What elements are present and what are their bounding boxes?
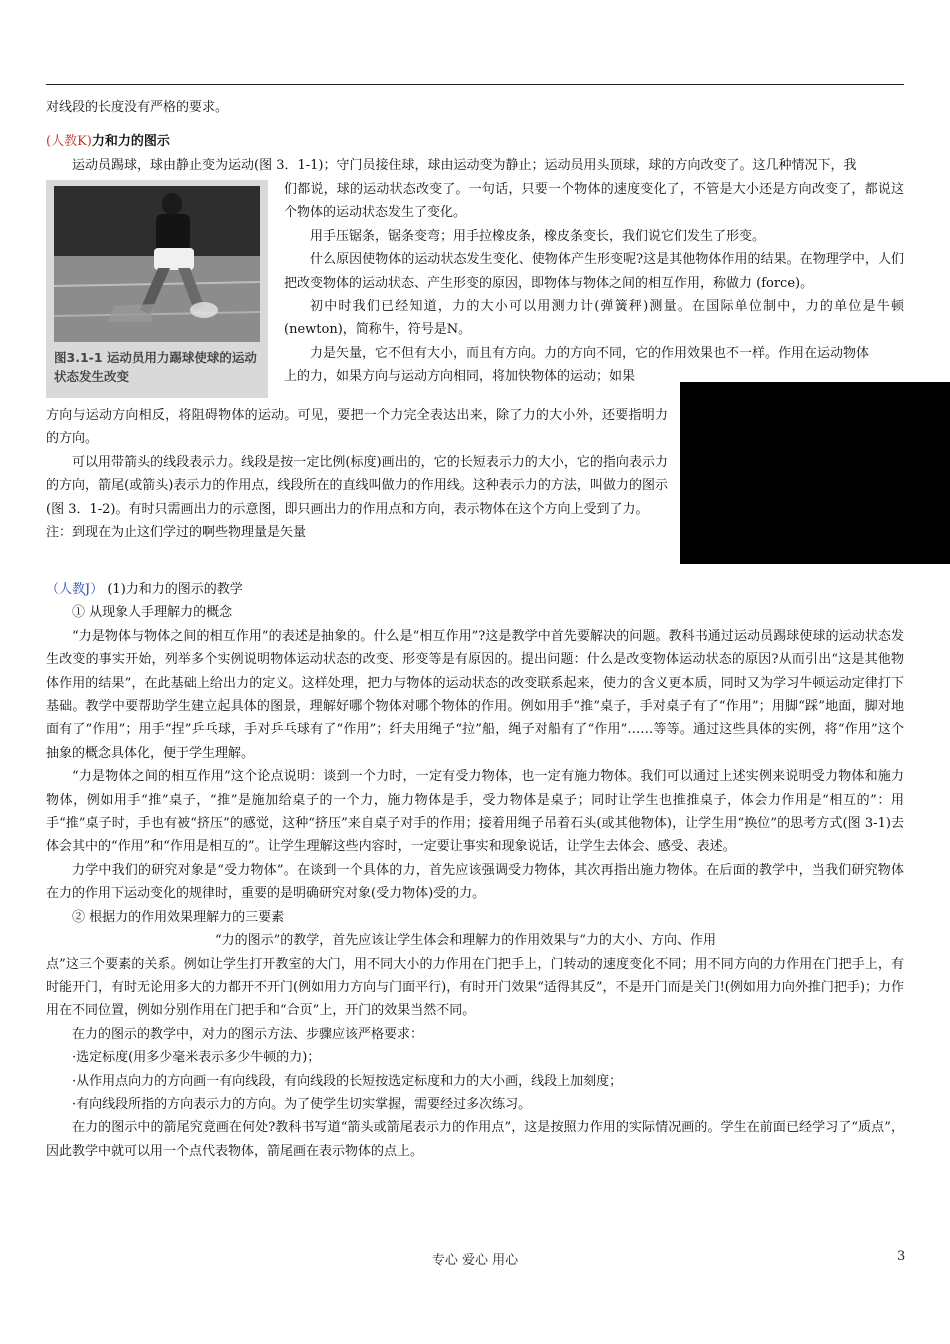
section1-heading	[46, 130, 904, 153]
note-line: 注：到现在为止这们学过的啊些物理量是矢量	[46, 525, 307, 541]
section2-p6: 在力的图示中的箭尾究竟画在何处?教科书写道“箭头或箭尾表示力的作用点”，这是按照力作用的实际情况画的。学生在前面已经学习了“质点”，因此教学中就可以用一个点代表物体，箭尾画在表示物体的点上。	[46, 1120, 904, 1159]
section2-sub2: ② 根据力的作用效果理解力的三要素	[72, 909, 285, 925]
intro-line	[46, 96, 904, 119]
section2-p2: “力是物体之间的相互作用”这个论点说明：谈到一个力时，一定有受力物体，也一定有施力物体。我们可以通过上述实例来说明受力物体和施力物体，例如用手“推”桌子，“推”是施加给桌子的一个力，施力物体是手，受力物体是桌子；同时让学生也推推桌子，体会力作用是“相互的”：用手“推”桌子时，手也有被“挤压”的感觉，这种“挤压”来自桌子对手的作用；接着用绳子吊着石头(或其他物体)，让学生用“换位”的思考方式(图 3-1)去体会其中的“作用”和“作用是相互的”。让学生理解这些内容时，一定要让事实和现象说话，让学生去体会、感受、表述。	[46, 769, 904, 855]
page-number: 3	[897, 1249, 906, 1264]
section1-para5-rest: 方向与运动方向相反，将阻碍物体的运动。可见，要把一个力完全表达出来，除了力的大小外，还要指明力的方向。	[46, 408, 668, 447]
section2	[46, 578, 904, 1163]
header-rule	[46, 84, 904, 85]
section2-bullet-3: ·有向线段所指的方向表示力的方向。为了使学生切实掌握，需要经过多次练习。	[72, 1096, 532, 1112]
section2-p4a: “力的图示”的教学，首先应该让学生体会和理解力的作用效果与“力的大小、方向、作用	[215, 933, 716, 949]
section1-lower-text	[46, 404, 668, 544]
section1-para1-line1-wrap	[46, 154, 904, 177]
section2-sub1: ① 从现象人手理解力的概念	[72, 605, 233, 621]
section1-para4: 初中时我们已经知道，力的大小可以用测力计(弹簧秤)测量。在国际单位制中，力的单位是牛顿(newton)，简称牛，符号是N。	[284, 299, 904, 338]
section2-p3: 力学中我们的研究对象是“受力物体”。在谈到一个具体的力，首先应该强调受力物体，其次再指出施力物体。在后面的教学中，当我们研究物体在力的作用下运动变化的规律时，重要的是明确研究对象(受力物体)受的力。	[46, 862, 904, 902]
footer-motto: 专心 爱心 用心	[431, 1253, 519, 1268]
section2-p5: 在力的图示的教学中，对力的图示方法、步骤应该严格要求：	[72, 1026, 424, 1042]
section1-para3: 什么原因使物体的运动状态发生变化、使物体产生形变呢?这是其他物体作用的结果。在物理学中，人们把改变物体的运动状态、产生形变的原因，即物体与物体之间的相互作用，称做力 (force)。	[284, 252, 904, 291]
intro-text: 对线段的长度没有严格的要求。	[46, 100, 229, 115]
football-kick-photo	[54, 186, 260, 342]
section1-para2: 用手压锯条，锯条变弯；用手拉橡皮条，橡皮条变长，我们说它们发生了形变。	[310, 228, 766, 244]
figure-3-1-1	[46, 180, 268, 398]
section2-bullet-2: ·从作用点向力的方向画一有向线段，有向线段的长短按选定标度和力的大小画，线段上加刻度；	[72, 1073, 623, 1089]
section2-title: (1)力和力的图示的教学	[107, 582, 243, 597]
figure-caption: 图3.1-1 运动员用力踢球使球的运动状态发生改变	[54, 350, 257, 384]
section1-para1-rest: 们都说，球的运动状态改变了。一句话，只要一个物体的速度变化了，不管是大小还是方向改变了，都说这个物体的运动状态发生了变化。	[284, 182, 904, 221]
section1-side-text	[284, 178, 904, 389]
section2-p4b: 点”这三个要素的关系。例如让学生打开教室的大门，用不同大小的力作用在门把手上，门转动的速度变化不同；用不同方向的力作用在门把手上，有时能开门，有时无论用多大的力都开不开门(例如用力方向与门面平行)，有时开门效果“适得其反”，不是开门而是关门!(例如用力向外推门把手)；力作用在不同位置，例如分别作用在门把手和“合页”上，开门的效果当然不同。	[46, 956, 904, 1019]
section1-title: 力和力的图示	[91, 134, 170, 149]
section1-para5-line2: 上的力，如果方向与运动方向相同，将加快物体的运动；如果	[284, 369, 636, 385]
section1-tag: (人教K)	[46, 134, 92, 149]
section2-bullet-1: ·选定标度(用多少毫米表示多少牛顿的力)；	[72, 1050, 321, 1066]
section1-para5-lead: 力是矢量，它不但有大小，而且有方向。力的方向不同，它的作用效果也不一样。作用在运动物体	[310, 345, 870, 361]
section1-para1-lead: 运动员踢球，球由静止变为运动(图 3．1-1)；守门员接住球，球由运动变为静止；运动员用头顶球，球的方向改变了。这几种情况下，我	[72, 158, 857, 173]
section1-para6: 可以用带箭头的线段表示力。线段是按一定比例(标度)画出的，它的长短表示力的大小，它的指向表示力的方向，箭尾(或箭头)表示力的作用点，线段所在的直线叫做力的作用线。这种表示力的方法，叫做力的图示 (图 3．1-2)。有时只需画出力的示意图，即只画出力的作用点和方向，表示物体在这个方向上受到了力。	[46, 454, 668, 517]
section2-tag: （人教J）	[46, 582, 104, 597]
redacted-figure-3-1-2	[680, 382, 950, 564]
section2-p1: “力是物体与物体之间的相互作用”的表述是抽象的。什么是“相互作用”?这是教学中首先要解决的问题。教科书通过运动员踢球使球的运动状态发生改变的事实开始，列举多个实例说明物体运动状态的改变、形变等是有原因的。提出问题：什么是改变物体运动状态的原因?从而引出“这是其他物体作用的结果”，在此基础上给出力的定义。这样处理，把力与物体的运动状态的改变联系起来，使力的含义更本质，同时又为学习牛顿运动定律打下基础。教学中要帮助学生建立起具体的图景，理解好哪个物体对哪个物体的作用。例如用手“推”桌子，手对桌子有了“作用”；用脚“踩”地面，脚对地面有了“作用”；用手“捏”乒乓球，手对乒乓球有了“作用”；纤夫用绳子“拉”船，绳子对船有了“作用”……等等。通过这些具体的实例，将“作用”这个抽象的概念具体化，便于学生理解。	[46, 628, 904, 761]
